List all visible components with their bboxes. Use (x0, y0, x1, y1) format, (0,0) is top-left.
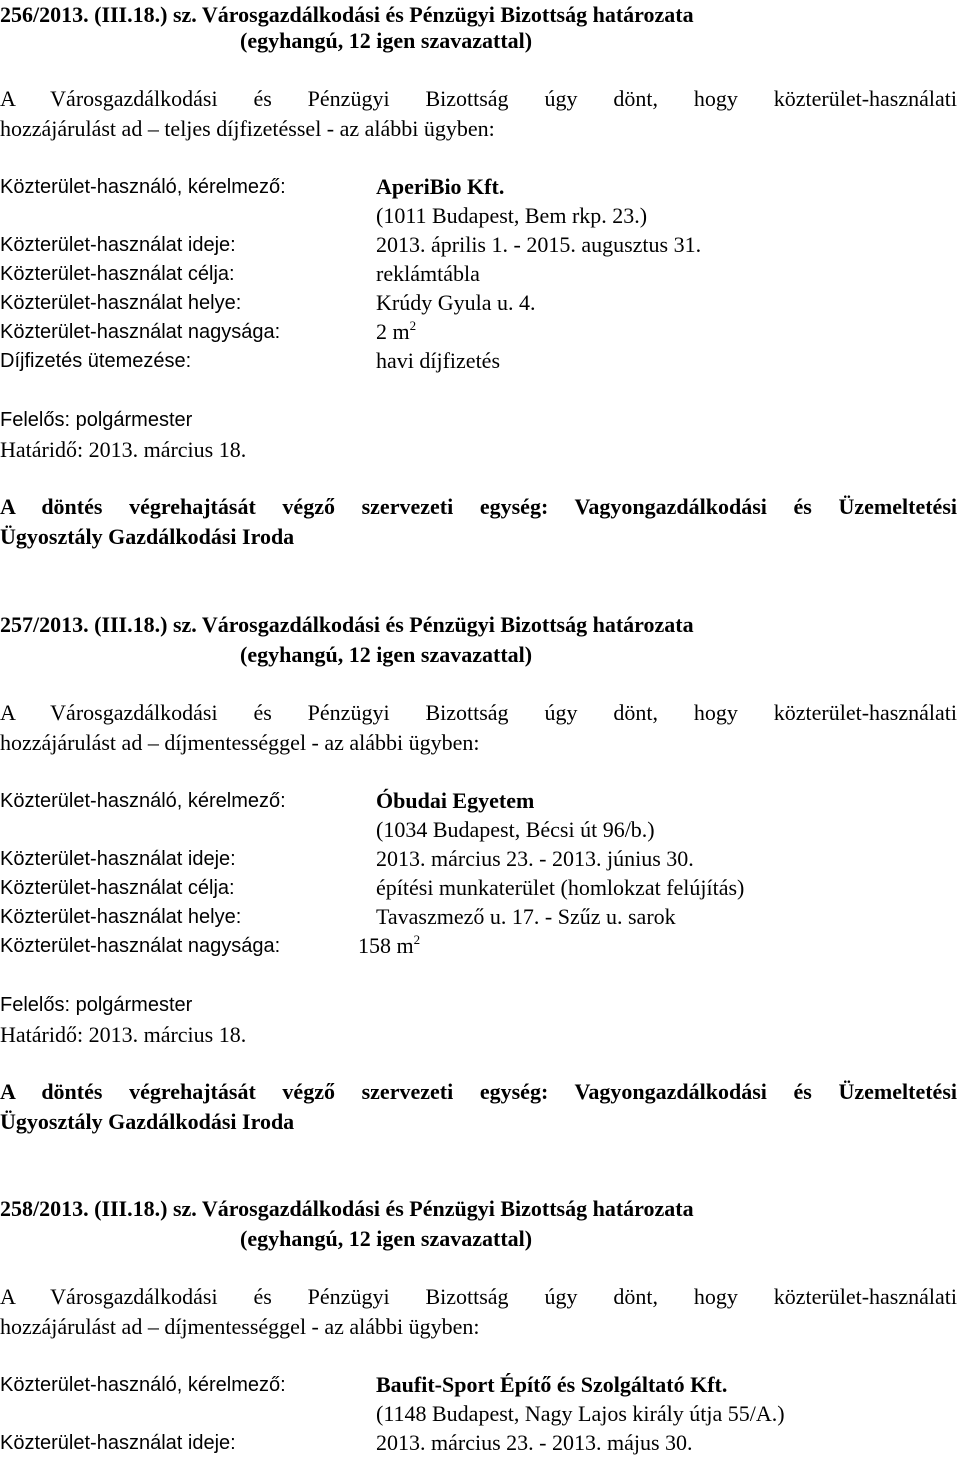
field-label: Közterület-használat célja: (0, 263, 235, 285)
field-label: Közterület-használat célja: (0, 877, 235, 899)
field-location (0, 288, 960, 318)
resolution-title (0, 610, 960, 640)
field-applicant (0, 786, 960, 816)
vote-line: (egyhangú, 12 igen szavazattal) (240, 642, 533, 667)
field-label: Díjfizetés ütemezése: (0, 350, 192, 372)
size-value: 158 m (358, 933, 414, 958)
resolution-heading: Városgazdálkodási és Pénzügyi Bizottság határozata (201, 612, 694, 637)
field-label: Közterület-használat nagysága: (0, 321, 281, 343)
field-applicant-address (0, 815, 960, 845)
field-applicant-address (0, 201, 960, 231)
field-size (0, 317, 960, 347)
field-value: reklámtábla (376, 261, 480, 286)
field-schedule (0, 346, 960, 376)
field-label: Közterület-használó, kérelmező: (0, 790, 286, 812)
deadline: Határidő: 2013. március 18. (0, 437, 247, 462)
field-value: 2013. április 1. - 2015. augusztus 31. (376, 232, 702, 257)
field-label: Közterület-használó, kérelmező: (0, 1374, 286, 1396)
intro-line: A Városgazdálkodási és Pénzügyi Bizottság úgy dönt, hogy közterület-használati (0, 700, 957, 725)
field-value: 2013. március 23. - 2013. május 30. (376, 1430, 693, 1455)
field-value (358, 931, 420, 961)
intro-line: hozzájárulást ad – teljes díjfizetéssel - az alábbi ügyben: (0, 116, 495, 141)
responsible: Felelős: polgármester (0, 409, 193, 431)
field-applicant (0, 172, 960, 202)
resolution-title (0, 1194, 960, 1224)
size-exponent: 2 (409, 318, 417, 333)
applicant-name: AperiBio Kft. (376, 174, 505, 199)
executor-line: A döntés végrehajtását végző szervezeti egység: Vagyongazdálkodási és Üzemeltetési (0, 494, 957, 519)
intro-line: A Városgazdálkodási és Pénzügyi Bizottság úgy dönt, hogy közterület-használati (0, 1284, 957, 1309)
resolution-heading: Városgazdálkodási és Pénzügyi Bizottság határozata (201, 2, 694, 27)
field-period (0, 1428, 960, 1458)
intro-line: hozzájárulást ad – díjmentességgel - az alábbi ügyben: (0, 730, 480, 755)
field-value (376, 317, 416, 347)
field-label: Közterület-használat helye: (0, 906, 242, 928)
field-size (0, 931, 960, 961)
vote-line: (egyhangú, 12 igen szavazattal) (240, 28, 533, 53)
field-period (0, 844, 960, 874)
size-value: 2 m (376, 319, 410, 344)
executor-line: Ügyosztály Gazdálkodási Iroda (0, 1109, 295, 1134)
field-applicant-address (0, 1399, 960, 1429)
responsible: Felelős: polgármester (0, 994, 193, 1016)
field-value: havi díjfizetés (376, 348, 501, 373)
field-label: Közterület-használat ideje: (0, 234, 236, 256)
field-label: Közterület-használat ideje: (0, 848, 236, 870)
field-applicant (0, 1370, 960, 1400)
deadline: Határidő: 2013. március 18. (0, 1022, 247, 1047)
field-value: építési munkaterület (homlokzat felújítás) (376, 875, 745, 900)
size-exponent: 2 (413, 932, 421, 947)
field-value: 2013. március 23. - 2013. június 30. (376, 846, 694, 871)
field-period (0, 230, 960, 260)
resolution-heading: Városgazdálkodási és Pénzügyi Bizottság határozata (201, 1196, 694, 1221)
applicant-address: (1148 Budapest, Nagy Lajos király útja 55/A.) (376, 1401, 785, 1426)
applicant-address: (1034 Budapest, Bécsi út 96/b.) (376, 817, 655, 842)
resolution-number: 256/2013. (III.18.) sz. (0, 2, 197, 27)
intro-line: hozzájárulást ad – díjmentességgel - az alábbi ügyben: (0, 1314, 480, 1339)
field-purpose (0, 873, 960, 903)
executor-line: A döntés végrehajtását végző szervezeti egység: Vagyongazdálkodási és Üzemeltetési (0, 1079, 957, 1104)
field-label: Közterület-használat nagysága: (0, 935, 281, 957)
resolution-number: 257/2013. (III.18.) sz. (0, 612, 197, 637)
executor-line: Ügyosztály Gazdálkodási Iroda (0, 524, 295, 549)
resolution-number: 258/2013. (III.18.) sz. (0, 1196, 197, 1221)
field-label: Közterület-használó, kérelmező: (0, 176, 286, 198)
intro-line: A Városgazdálkodási és Pénzügyi Bizottság úgy dönt, hogy közterület-használati (0, 86, 957, 111)
field-value: Tavaszmező u. 17. - Szűz u. sarok (376, 904, 676, 929)
field-location (0, 902, 960, 932)
field-label: Közterület-használat ideje: (0, 1432, 236, 1454)
applicant-name: Óbudai Egyetem (376, 788, 535, 813)
applicant-address: (1011 Budapest, Bem rkp. 23.) (376, 203, 648, 228)
field-value: Krúdy Gyula u. 4. (376, 290, 536, 315)
field-label: Közterület-használat helye: (0, 292, 242, 314)
field-purpose (0, 259, 960, 289)
vote-line: (egyhangú, 12 igen szavazattal) (240, 1226, 533, 1251)
applicant-name: Baufit-Sport Építő és Szolgáltató Kft. (376, 1372, 728, 1397)
